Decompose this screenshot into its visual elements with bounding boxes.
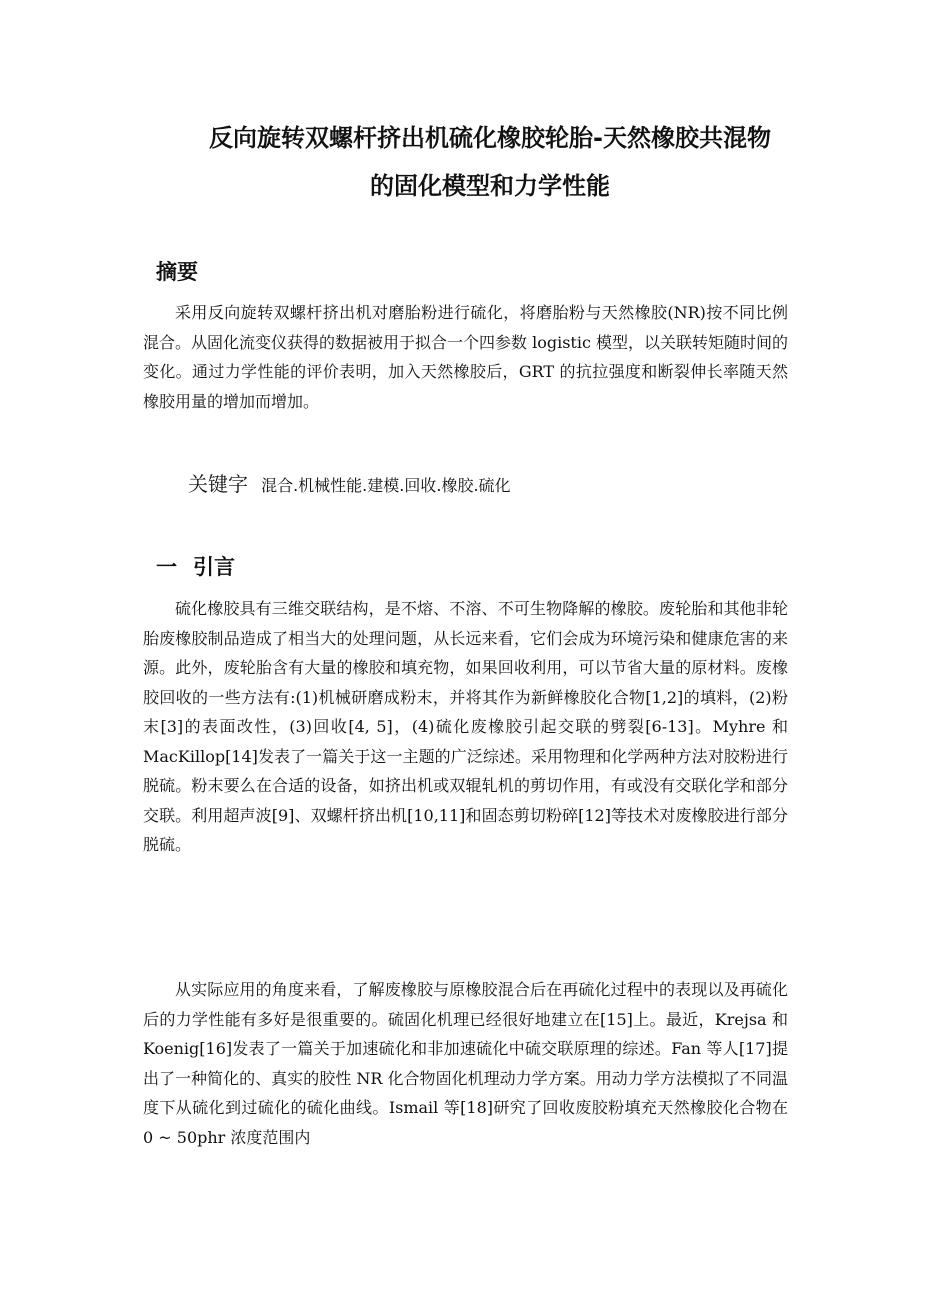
keywords-label: 关键字 [188, 472, 248, 496]
section-title: 引言 [193, 555, 235, 579]
paper-title-line-1: 反向旋转双螺杆挤出机硫化橡胶轮胎-天然橡胶共混物 [209, 124, 771, 152]
intro-paragraph-1: 硫化橡胶具有三维交联结构，是不熔、不溶、不可生物降解的橡胶。废轮胎和其他非轮胎废橡胶制品造成了相当大的处理问题，从长远来看，它们会成为环境污染和健康危害的来源。此外，废轮胎含有大量的橡胶和填充物，如果回收利用，可以节省大量的原材料。废橡胶回收的一些方法有:(1)机械研磨成粉末，并将其作为新鲜橡胶化合物[1,2]的填料，(2)粉末[3]的表面改性，(3)回收[4, 5]，(4)硫化废橡胶引起交联的劈裂[6-13]。Myhre 和 MacKillop[14]发表了一篇关于这一主题的广泛综述。采用物理和化学两种方法对胶粉进行脱硫。粉末要么在合适的设备，如挤出机或双辊轧机的剪切作用，有或没有交联化学和部分交联。利用超声波[9]、双螺杆挤出机[10,11]和固态剪切粉碎[12]等技术对废橡胶进行部分脱硫。 [143, 599, 788, 854]
paper-title-line-2: 的固化模型和力学性能 [370, 172, 610, 200]
keywords-text: 混合.机械性能.建模.回收.橡胶.硫化 [261, 476, 511, 495]
section-number: 一 [156, 555, 177, 579]
intro-paragraph-2: 从实际应用的角度来看，了解废橡胶与原橡胶混合后在再硫化过程中的表现以及再硫化后的力学性能有多好是很重要的。硫固化机理已经很好地建立在[15]上。最近，Krejsa 和 Koenig[16]发表了一篇关于加速硫化和非加速硫化中硫交联原理的综述。Fan 等人[17]提出了一种简化的、真实的胶性 NR 化合物固化机理动力学方案。用动力学方法模拟了不同温度下从硫化到过硫化的硫化曲线。Ismail 等[18]研究了回收废胶粉填充天然橡胶化合物在 0 ~ 50phr 浓度范围内 [143, 980, 788, 1147]
introduction-heading [156, 557, 235, 578]
abstract-text: 采用反向旋转双螺杆挤出机对磨胎粉进行硫化，将磨胎粉与天然橡胶(NR)按不同比例混合。从固化流变仪获得的数据被用于拟合一个四参数 logistic 模型，以关联转矩随时间的变化。通过力学性能的评价表明，加入天然橡胶后，GRT 的抗拉强度和断裂伸长率随天然橡胶用量的增加而增加。 [143, 303, 789, 411]
keywords-line [188, 468, 511, 497]
abstract-heading: 摘要 [156, 260, 198, 284]
